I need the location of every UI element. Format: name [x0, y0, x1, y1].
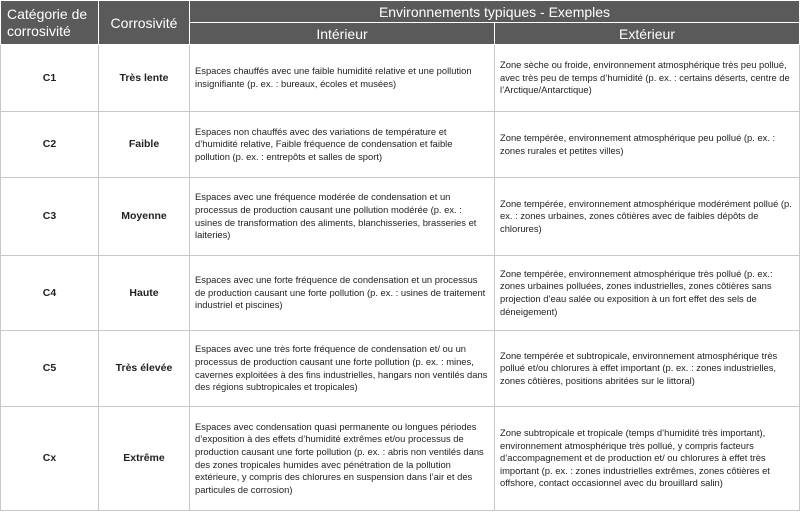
category-cell: C3 — [1, 178, 99, 256]
exterior-cell: Zone sèche ou froide, environnement atmosphérique très peu pollué, avec très peu de temps d’humidité (p. ex. : certains déserts, centre de l’Arctique/Antarctique) — [495, 45, 800, 112]
category-cell: C4 — [1, 256, 99, 331]
exterior-cell: Zone tempérée, environnement atmosphérique très pollué (p. ex.: zones urbaines polluées, zones industrielles, zones côtières sans projection d’eau salée ou exposition à un fort effet des sels de déneigement) — [495, 256, 800, 331]
interior-cell: Espaces avec une très forte fréquence de condensation et/ ou un processus de production causant une forte pollution (p. ex. : mines, cavernes exploitées à des fins industrielles, hangars non ventilés dans des régions subtropicales et tropicales) — [190, 331, 495, 407]
category-cell: Cx — [1, 407, 99, 511]
corrosivity-cell: Très lente — [99, 45, 190, 112]
category-cell: C5 — [1, 331, 99, 407]
table-row — [1, 178, 800, 256]
corrosivity-cell: Faible — [99, 112, 190, 178]
interior-cell: Espaces non chauffés avec des variations de température et d’humidité relative, Faible fréquence de condensation et faible pollution (p. ex. : entrepôts et salles de sport) — [190, 112, 495, 178]
interior-cell: Espaces avec une forte fréquence de condensation et un processus de production causant une forte pollution (p. ex. : usines de traitement industriel et piscines) — [190, 256, 495, 331]
exterior-cell: Zone subtropicale et tropicale (temps d’humidité très important), environnement atmosphérique très pollué, y compris facteurs d’accompagnement et de production et/ ou chlorures à effet très important (p. ex. : zones industrielles extrêmes, zones côtières et offshore, contact occasionnel avec du brouillard salin) — [495, 407, 800, 511]
corrosivity-cell: Extrême — [99, 407, 190, 511]
table-row — [1, 256, 800, 331]
table-row — [1, 112, 800, 178]
corrosivity-cell: Moyenne — [99, 178, 190, 256]
header-category: Catégorie de corrosivité — [1, 1, 99, 45]
header-environments: Environnements typiques - Exemples — [190, 1, 800, 23]
header-corrosivity: Corrosivité — [99, 1, 190, 45]
interior-cell: Espaces avec une fréquence modérée de condensation et un processus de production causant une pollution modérée (p. ex. : usines de transformation des aliments, blanchisseries, brasseries et laiteries) — [190, 178, 495, 256]
category-cell: C2 — [1, 112, 99, 178]
table-row — [1, 45, 800, 112]
exterior-cell: Zone tempérée, environnement atmosphérique modérément pollué (p. ex. : zones urbaines, zones côtières avec de faibles dépôts de chlorures) — [495, 178, 800, 256]
interior-cell: Espaces chauffés avec une faible humidité relative et une pollution insignifiante (p. ex. : bureaux, écoles et musées) — [190, 45, 495, 112]
category-cell: C1 — [1, 45, 99, 112]
corrosivity-cell: Haute — [99, 256, 190, 331]
table-row — [1, 407, 800, 511]
exterior-cell: Zone tempérée et subtropicale, environnement atmosphérique très pollué et/ou chlorures à effet important (p. ex. : zones industrielles, zones côtières, positions abritées sur le littoral) — [495, 331, 800, 407]
exterior-cell: Zone tempérée, environnement atmosphérique peu pollué (p. ex. : zones rurales et petites villes) — [495, 112, 800, 178]
header-interior: Intérieur — [190, 23, 495, 45]
header-exterior: Extérieur — [495, 23, 800, 45]
corrosivity-cell: Très élevée — [99, 331, 190, 407]
interior-cell: Espaces avec condensation quasi permanente ou longues périodes d’exposition à des effets d’humidité extrêmes et/ou processus de production causant une forte pollution (p. ex. : abris non ventilés dans des zones tropicales humides avec pénétration de la pollution extérieure, y compris des chlorures en suspension dans l’air et des particules de corrosion) — [190, 407, 495, 511]
table-row — [1, 331, 800, 407]
